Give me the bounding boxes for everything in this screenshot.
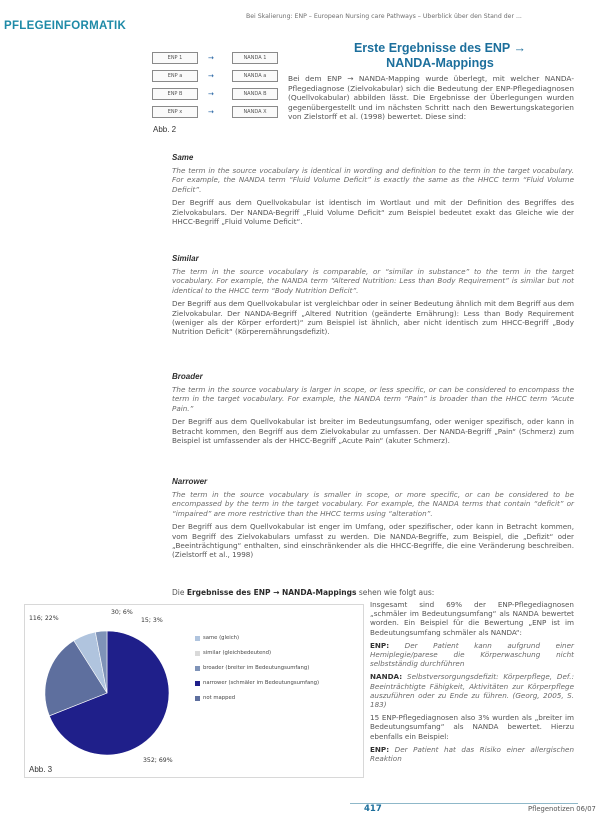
footer-rule [350,803,578,804]
legend-label: broader (breiter im Bedeutungsumfang) [203,665,310,671]
category-heading: Broader [172,372,203,381]
category-english-definition: The term in the source vocabulary is larger in scope, or less specific, or can be considered to encompass the term in the target vocabulary. For example, the NANDA term “Pain” is broader than the HHCC term “Acute Pain.” [172,385,574,413]
example-text: Der Patient hat das Risiko einer allergischen Reaktion [370,744,574,764]
pie-label: 30; 6% [111,609,133,616]
pie-legend [195,635,360,710]
category-german-definition: Der Begriff aus dem Quellvokabular ist enger im Umfang, oder spezifischer, oder kann in Betracht kommen, vom Begriff des Zielvokabulars umfasst zu werden. Die NANDA-Begriffe, zum Beispiel, die „Defizit“ oder „Beeinträchtigung“ enthalten, sind einschränkender als die HHCC-Begriffe, die eine Veränderung beschreiben. (Zielstorff et al., 1998) [172,522,574,560]
category-heading: Similar [172,254,199,263]
legend-swatch [195,651,200,656]
page-number: 417 [364,804,382,814]
enp-box: ENP B [152,88,198,100]
nanda-box: NANDA 1 [232,52,278,64]
category-english-definition: The term in the source vocabulary is comparable, or “similar in substance” to the term in the target vocabulary. For example, the NANDA term “Altered Nutrition: Less than Body Requirement” is similar but not identical to the HHCC term “Body Nutrition Deficit”. [172,267,574,295]
category-german-definition: Der Begriff aus dem Quellvokabular ist identisch im Wortlaut und mit der Definition des Begriffes des Zielvokabulars. Der NANDA-Begriff „Fluid Volume Deficit“ zum Beispiel bedeutet exakt das Gleiche wie der HHCC-Begriff „Fluid Volume Deficit“. [172,198,574,227]
nanda-box: NANDA X [232,106,278,118]
arrow-icon: → [208,90,214,98]
category-same [172,153,574,226]
mapping-row [150,70,284,83]
brand-logo: PFLEGEINFORMATIK [4,20,127,32]
enp-box: ENP 1 [152,52,198,64]
legend-item [195,665,360,680]
pie-chart [25,605,195,777]
figure-2-caption: Abb. 2 [153,125,177,134]
mapping-row [150,52,284,65]
example-text: Selbstversorgungsdefizit: Körperpflege, Def.: Beeinträchtigte Fähigkeit, Aktivitäten zur Körperpflege auszuführen oder zu Ende zu führen. (Georg, 2005, S. 183) [370,672,574,710]
results-intro-suffix: sehen wie folgt aus: [356,588,435,597]
category-german-definition: Der Begriff aus dem Quellvokabular ist breiter im Bedeutungsumfang, oder weniger spezifisch, oder kann in Betracht kommen, den Begriff aus dem Zielvokabular zu umfassen. Der NANDA-Begriff „Pain“ (Schmerz) zum Beispiel ist umfassender als der HHCC-Begriff „Acute Pain“ (akuter Schmerz). [172,417,574,446]
legend-label: same (gleich) [203,635,240,641]
legend-item [195,695,360,710]
mapping-row [150,106,284,119]
results-paragraph: 15 ENP-Pflegediagnosen also 3% wurden als „breiter im Bedeutungsumfang“ als NANDA bewertet. Hierzu ebenfalls ein Beispiel: [370,713,574,741]
pie-label: 15; 3% [141,617,163,624]
legend-label: not mapped [203,695,236,701]
figure-2-mapping-diagram [150,48,284,134]
example-text: Der Patient kann aufgrund einer Hemiplegie/parese die Körperwaschung nicht selbstständig durchführen [370,640,574,669]
results-intro [172,588,574,597]
nanda-box: NANDA B [232,88,278,100]
pie-label: 116; 22% [29,615,59,622]
legend-swatch [195,681,200,686]
arrow-icon: → [208,72,214,80]
mapping-row [150,88,284,101]
results-intro-prefix: Die [172,588,187,597]
results-paragraph: Insgesamt sind 69% der ENP-Pflegediagnosen „schmäler im Bedeutungsumfang“ als NANDA bewertet worden. Ein Beispiel für die Bewertung „ENP ist im Bedeutungsumfang schmäler als NANDA“: [370,600,574,637]
category-english-definition: The term in the source vocabulary is identical in wording and definition to the term in the target vocabulary. For example, the NANDA term “Fluid Volume Deficit” is exactly the same as the HHCC term “Fluid Volume Deficit”. [172,166,574,194]
running-header: Bei Skalierung: ENP – European Nursing care Pathways – Überblick über den Stand der ... [246,13,522,20]
section-title-line: Erste Ergebnisse des ENP → [353,41,527,55]
category-heading: Narrower [172,477,208,486]
category-english-definition: The term in the source vocabulary is smaller in scope, or more specific, or can be considered to be encompassed by the term in the target vocabulary. For example, the NANDA terms that contain “deficit” or “impaired” are more restrictive than the HHCC terms using “alteration”. [172,490,574,518]
arrow-icon: → [208,108,214,116]
example-nanda [370,672,574,709]
figure-3-pie-chart [24,604,364,778]
arrow-icon: → [208,54,214,62]
intro-paragraph: Bei dem ENP → NANDA-Mapping wurde überlegt, mit welcher NANDA-Pflegediagnose (Zielvokabular) sich die Bedeutung der ENP-Pflegediagnosen (Quellvokabular) abbilden lässt. Die Ergebnisse der Überlegungen wurden gegenübergestellt und im nächsten Schritt nach den Bewertungskategorien von Zielstorff et al. (1998) bewertet. Diese sind: [288,74,574,122]
legend-item [195,635,360,650]
legend-swatch [195,696,200,701]
example-enp [370,745,574,763]
example-label: ENP: [370,640,390,650]
results-intro-bold: Ergebnisse des ENP → NANDA-Mappings [186,588,357,597]
category-similar [172,254,574,337]
nanda-box: NANDA a [232,70,278,82]
legend-label: similar (gleichbedeutend) [203,650,272,656]
enp-box: ENP a [152,70,198,82]
figure-3-caption: Abb. 3 [29,765,53,774]
legend-label: narrower (schmäler im Bedeutungsumfang) [203,680,320,686]
category-heading: Same [172,153,194,162]
category-broader [172,372,574,445]
example-enp [370,641,574,669]
example-label: NANDA: [370,672,403,682]
legend-item [195,680,360,695]
category-narrower [172,477,574,560]
legend-swatch [195,666,200,671]
section-title [290,41,590,71]
pie-label: 352; 69% [143,757,173,764]
section-title-line: NANDA-Mappings [386,56,494,70]
legend-item [195,650,360,665]
example-label: ENP: [370,744,390,754]
category-german-definition: Der Begriff aus dem Quellvokabular ist vergleichbar oder in seiner Bedeutung ähnlich mit dem Begriff aus dem Zielvokabular. Der NANDA-Begriff „Altered Nutrition (geänderte Ernährung): Less than Body Requirement (weniger als der Körper erfordert)“ zum Beispiel ist ähnlich, aber nicht identisch zum HHCC-Begriff „Body Nutrition Deficit“ (Körperernährungsdefizit). [172,299,574,337]
issue-label: Pflegenotizen 06/07 [528,805,596,813]
legend-swatch [195,636,200,641]
enp-box: ENP x [152,106,198,118]
results-column [370,600,574,767]
